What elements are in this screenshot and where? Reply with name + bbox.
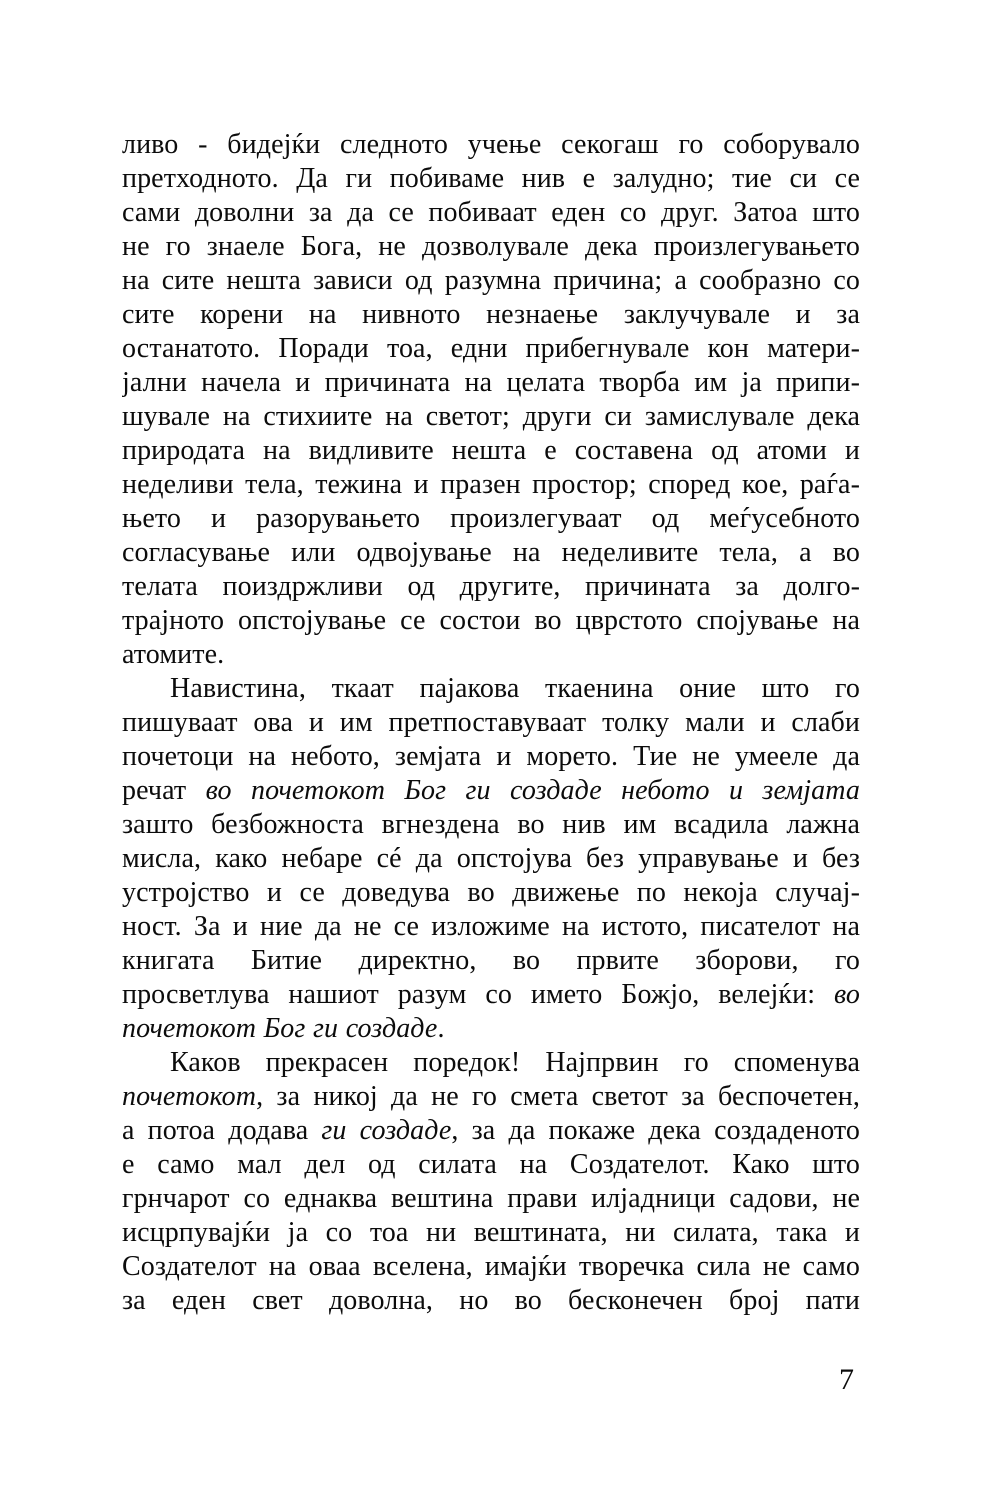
text-segment: на сите нешта зависи од разумна причина; а сообразно со <box>122 265 860 296</box>
text-segment: неделиви тела, тежина и празен простор; според кое, раѓа- <box>122 469 860 500</box>
text-segment: за еден свет доволна, но во бесконечен број пати <box>122 1285 860 1316</box>
italic-text-segment: во <box>834 979 860 1010</box>
text-line <box>122 1250 860 1284</box>
text-line <box>122 1182 860 1216</box>
text-segment: книгата Битие директно, во првите зборови, го <box>122 945 860 976</box>
text-segment: Навистина, ткаат пајакова ткаенина оние што го <box>170 673 860 704</box>
text-line <box>122 468 860 502</box>
text-segment: ност. За и ние да не се изложиме на истото, писателот на <box>122 911 860 942</box>
text-segment: трајното опстојување се состои во цврстото спојување на <box>122 605 860 636</box>
text-segment: не го знаеле Бога, не дозволувале дека произлегувањето <box>122 231 860 262</box>
text-segment: е само мал дел од силата на Создателот. Како што <box>122 1149 860 1180</box>
text-segment: њето и разорувањето произлегуваат од меѓусебното <box>122 503 860 534</box>
text-line <box>122 706 860 740</box>
italic-text-segment: почетокот <box>122 1081 257 1112</box>
text-line <box>122 1080 860 1114</box>
text-line <box>122 842 860 876</box>
text-segment: Создателот на оваа вселена, имајќи творечка сила не само <box>122 1251 860 1282</box>
text-line <box>122 536 860 570</box>
text-line <box>122 162 860 196</box>
text-line <box>122 1114 860 1148</box>
text-segment: мисла, како небаре сé да опстојува без управување и без <box>122 843 860 874</box>
text-line <box>122 502 860 536</box>
text-line <box>122 876 860 910</box>
text-segment: атомите. <box>122 639 225 670</box>
text-segment: , за да покаже дека создаденото <box>451 1115 860 1146</box>
italic-text-segment: ги создаде <box>321 1115 452 1146</box>
text-segment: Каков прекрасен поредок! Најпрвин го споменува <box>170 1047 860 1078</box>
text-line <box>122 570 860 604</box>
text-line <box>122 774 860 808</box>
text-segment: исцрпувајќи ја со тоа ни вештината, ни силата, така и <box>122 1217 860 1248</box>
text-line <box>122 230 860 264</box>
text-line <box>122 978 860 1012</box>
text-line <box>122 808 860 842</box>
text-line <box>122 196 860 230</box>
text-line <box>122 366 860 400</box>
text-segment: ливо - бидејќи следното учење секогаш го соборувало <box>122 129 860 160</box>
text-segment: останатото. Поради тоа, едни прибегнувале кон матери- <box>122 333 860 364</box>
text-segment: природата на видливите нешта е составена од атоми и <box>122 435 860 466</box>
text-segment: а потоа додава <box>122 1115 322 1146</box>
text-line <box>122 1046 860 1080</box>
text-segment: почетоци на небото, земјата и морето. Тие не умееле да <box>122 741 860 772</box>
text-line <box>122 1284 860 1318</box>
page-number: 7 <box>839 1363 854 1396</box>
text-line <box>122 604 860 638</box>
text-segment: грнчарот со еднаква вештина прави илјадници садови, не <box>122 1183 860 1214</box>
text-segment: шувале на стихиите на светот; други си замислувале дека <box>122 401 860 432</box>
text-segment: . <box>437 1013 445 1044</box>
text-line <box>122 332 860 366</box>
text-line <box>122 128 860 162</box>
text-line <box>122 298 860 332</box>
italic-text-segment: почетокот Бог ги создаде <box>122 1013 438 1044</box>
text-line <box>122 400 860 434</box>
text-segment: пишуваат ова и им претпоставуваат толку мали и слаби <box>122 707 860 738</box>
text-line <box>122 1148 860 1182</box>
page-text <box>122 128 860 1318</box>
text-segment: устројство и се доведува во движење по некоја случај- <box>122 877 860 908</box>
text-segment: зашто безбожноста вгнездена во нив им всадила лажна <box>122 809 860 840</box>
text-line <box>122 672 860 706</box>
text-line <box>122 264 860 298</box>
text-segment: согласување или одвојување на неделивите тела, а во <box>122 537 860 568</box>
text-segment: телата поиздржливи од другите, причината за долго- <box>122 571 860 602</box>
text-line <box>122 1012 860 1046</box>
text-segment: претходното. Да ги побиваме нив е залудно; тие си се <box>122 163 860 194</box>
text-line <box>122 638 860 672</box>
text-line <box>122 910 860 944</box>
text-line <box>122 944 860 978</box>
text-line <box>122 434 860 468</box>
text-segment: просветлува нашиот разум со името Божјо, велејќи: <box>122 979 834 1010</box>
text-segment: сите корени на нивното незнаење заклучувале и за <box>122 299 860 330</box>
text-line <box>122 740 860 774</box>
text-line <box>122 1216 860 1250</box>
text-segment: , за никој да не го смета светот за беспочетен, <box>256 1081 860 1112</box>
text-segment: сами доволни за да се побиваат еден со друг. Затоа што <box>122 197 860 228</box>
italic-text-segment: во почетокот Бог ги создаде небото и земјата <box>205 775 860 806</box>
text-segment: речат <box>122 775 206 806</box>
text-segment: јални начела и причината на целата творба им ја припи- <box>122 367 860 398</box>
